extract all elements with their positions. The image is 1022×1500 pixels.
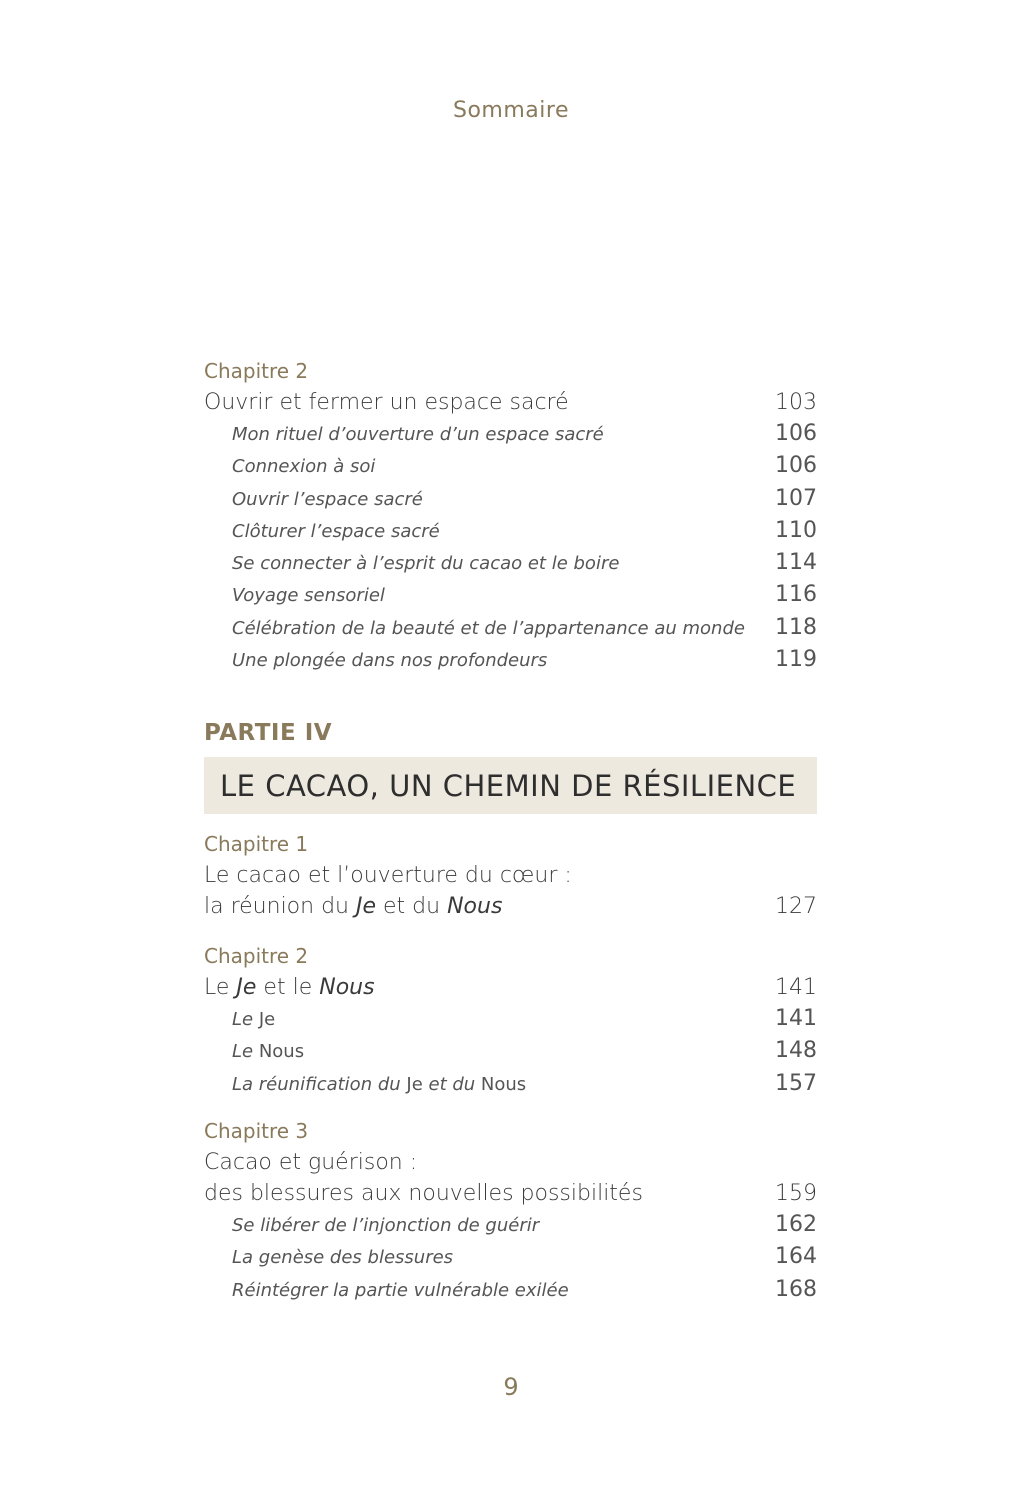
toc-section-chapitre-1	[204, 829, 817, 922]
toc-subentry[interactable]	[204, 483, 817, 515]
subentry-title: Se libérer de l’injonction de guérir	[232, 1215, 540, 1236]
toc-entry[interactable]	[204, 387, 817, 418]
text-span: la réunion du	[204, 894, 356, 919]
chapter-label: Chapitre 2	[204, 944, 309, 968]
subentry-page: 164	[775, 1244, 817, 1270]
toc-subentry[interactable]	[204, 1241, 817, 1273]
chapter-label: Chapitre 3	[204, 1119, 309, 1143]
toc-subentry[interactable]	[204, 418, 817, 450]
subentry-title: Une plongée dans nos profondeurs	[232, 650, 548, 672]
text-span: La réunification du	[232, 1073, 401, 1095]
toc-subentry[interactable]	[204, 644, 817, 676]
upright-je: Je	[253, 1009, 276, 1030]
entry-title-line-2: des blessures aux nouvelles possibilités	[204, 1181, 643, 1206]
toc-entry[interactable]	[204, 860, 817, 891]
toc-entry-line-2[interactable]	[204, 891, 817, 922]
emphasis-nous: Nous	[319, 975, 375, 1000]
subentry-title: Clôturer l’espace sacré	[232, 520, 440, 542]
subentry-title: Se connecter à l’esprit du cacao et le boire	[232, 553, 620, 575]
subentry-page: 162	[775, 1212, 817, 1237]
page-number: 9	[503, 1373, 519, 1401]
entry-title: Ouvrir et fermer un espace sacré	[204, 390, 569, 415]
text-span: et le	[256, 975, 320, 1000]
toc-subentry[interactable]	[204, 1068, 817, 1100]
toc-entry-line-2[interactable]	[204, 1178, 817, 1209]
subentry-page: 118	[775, 614, 817, 640]
subentry-title: La genèse des blessures	[232, 1247, 454, 1269]
subentry-page: 114	[775, 550, 817, 576]
toc-subentry[interactable]	[204, 612, 817, 644]
subentry-page: 168	[775, 1276, 817, 1302]
entry-page: 159	[775, 1181, 817, 1206]
partie-title-band	[204, 757, 817, 814]
toc-subentry[interactable]	[204, 515, 817, 547]
toc-subentry[interactable]	[204, 579, 817, 611]
entry-title-line-2	[204, 891, 775, 922]
entry-page: 127	[775, 894, 817, 919]
toc-section-chapitre-3	[204, 1116, 817, 1306]
subentry-page: 148	[775, 1038, 817, 1064]
subentry-page: 116	[775, 582, 817, 608]
upright-je: Je	[400, 1073, 429, 1095]
toc-subentry[interactable]	[204, 1274, 817, 1306]
text-span: Le	[232, 1009, 254, 1030]
toc-entry[interactable]	[204, 972, 817, 1003]
entry-title-line-1: Le cacao et l’ouverture du cœur :	[204, 863, 572, 888]
toc-subentry[interactable]	[204, 1003, 817, 1035]
running-head: Sommaire	[453, 98, 569, 123]
emphasis-je: Je	[236, 975, 257, 1000]
subentry-title: Connexion à soi	[232, 456, 376, 478]
toc-subentry[interactable]	[204, 1209, 817, 1241]
text-span: et du	[376, 894, 448, 919]
partie-header	[204, 718, 817, 814]
entry-title	[204, 972, 775, 1003]
subentry-title: Ouvrir l’espace sacré	[232, 488, 423, 510]
toc-section-chapitre-2	[204, 356, 817, 676]
toc-subentry[interactable]	[204, 547, 817, 579]
subentry-page: 141	[775, 1006, 817, 1031]
toc-subentry[interactable]	[204, 450, 817, 482]
chapter-label: Chapitre 2	[204, 359, 309, 383]
subentry-title	[232, 1004, 775, 1035]
subentry-title: Réintégrer la partie vulnérable exilée	[232, 1279, 569, 1301]
upright-nous: Nous	[475, 1073, 527, 1095]
subentry-title	[232, 1069, 775, 1100]
subentry-title: Mon rituel d’ouverture d’un espace sacré	[232, 424, 604, 445]
toc-section-chapitre-2b	[204, 941, 817, 1100]
partie-title: LE CACAO, UN CHEMIN DE RÉSILIENCE	[220, 768, 797, 803]
subentry-page: 110	[775, 517, 817, 543]
emphasis-nous: Nous	[447, 894, 503, 919]
text-span: Le	[232, 1041, 254, 1063]
upright-nous: Nous	[253, 1041, 305, 1063]
emphasis-je: Je	[355, 894, 377, 919]
subentry-page: 119	[775, 647, 817, 673]
text-span: et du	[428, 1073, 476, 1095]
entry-page: 103	[775, 390, 817, 415]
toc-entry[interactable]	[204, 1147, 817, 1178]
subentry-page: 106	[775, 421, 817, 446]
entry-page: 141	[775, 975, 817, 1000]
subentry-title	[232, 1036, 775, 1067]
chapter-label: Chapitre 1	[204, 832, 309, 856]
subentry-page: 107	[775, 485, 817, 511]
subentry-page: 157	[775, 1070, 817, 1096]
subentry-page: 106	[775, 453, 817, 479]
entry-title-line-1: Cacao et guérison :	[204, 1150, 418, 1175]
subentry-title: Célébration de la beauté et de l’appartenance au monde	[232, 617, 745, 639]
text-span: Le	[204, 975, 237, 1000]
partie-label: PARTIE IV	[204, 720, 333, 746]
toc-subentry[interactable]	[204, 1035, 817, 1067]
subentry-title: Voyage sensoriel	[232, 585, 385, 607]
